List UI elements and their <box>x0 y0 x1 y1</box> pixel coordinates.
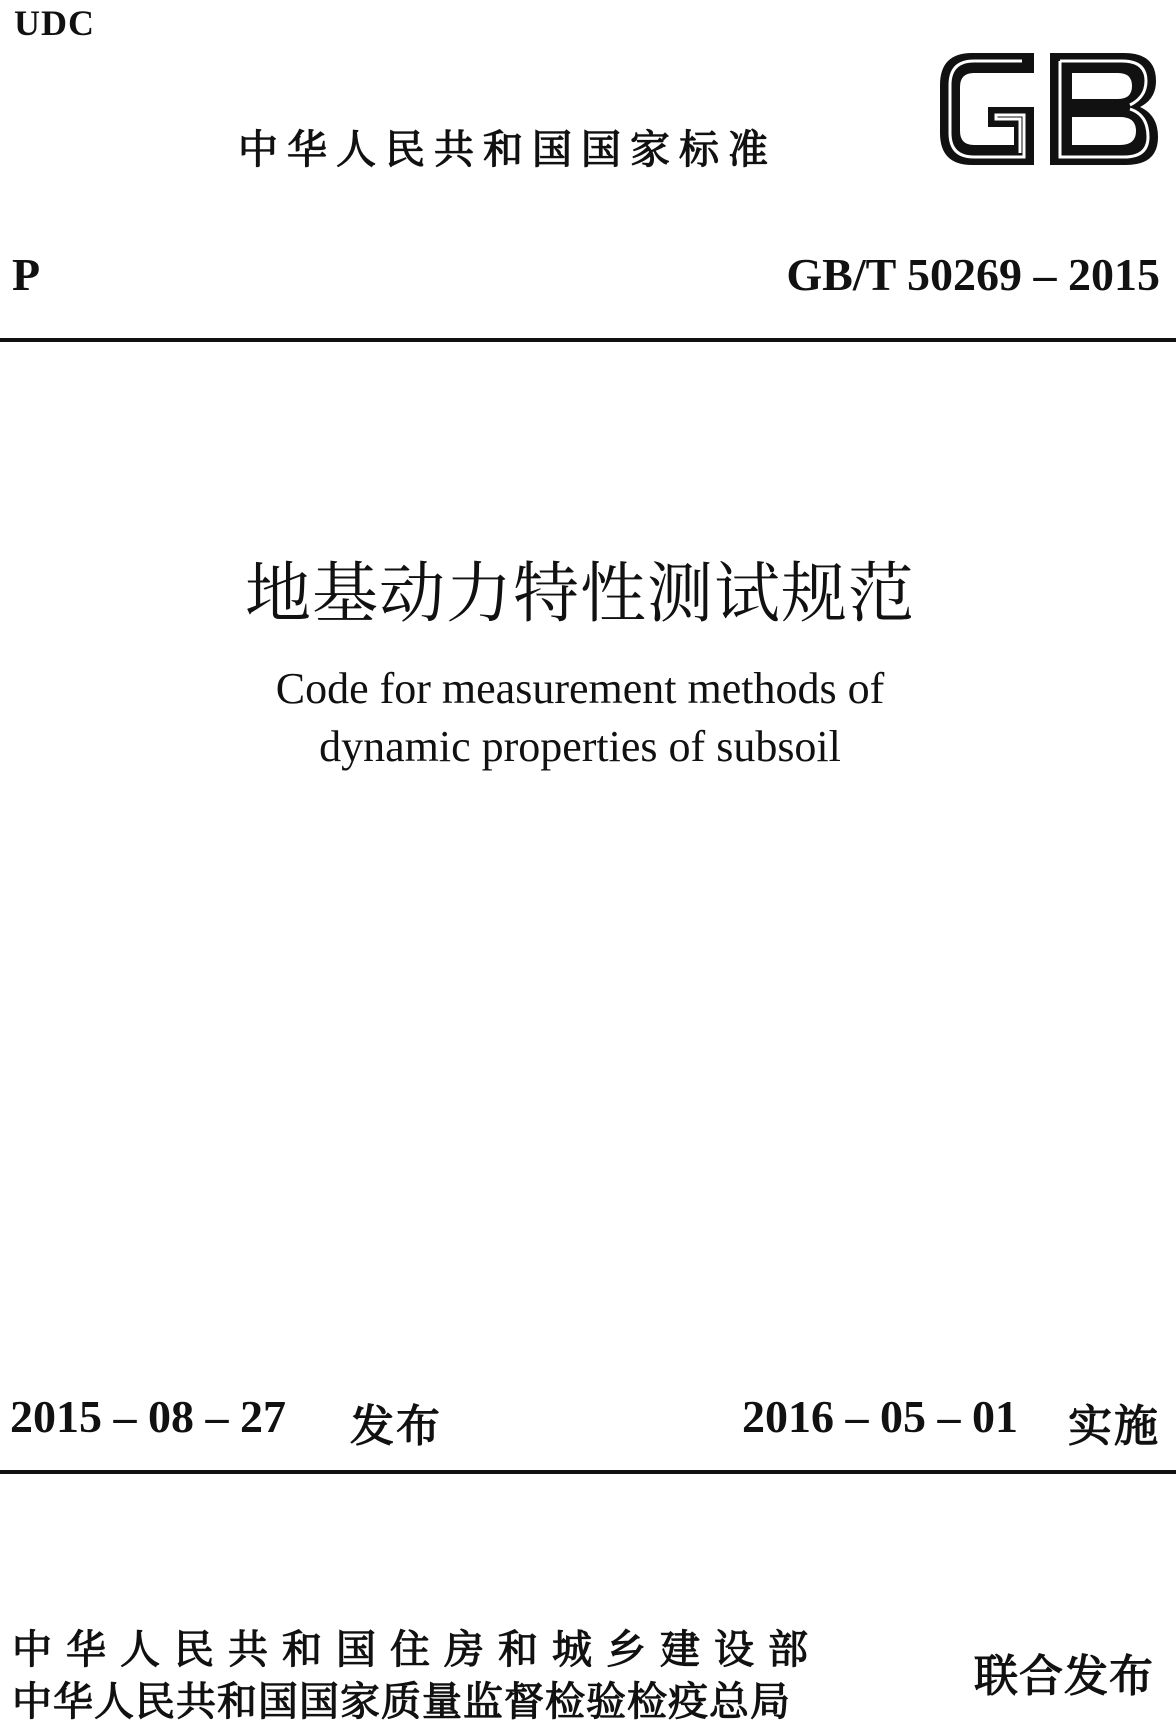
issuer-aqsiq: 中华人民共和国国家质量监督检验检疫总局 <box>12 1679 791 1725</box>
standard-number: GB/T 50269 – 2015 <box>786 249 1160 300</box>
implementation-date: 2016 – 05 – 01 <box>742 1391 1018 1442</box>
chinese-title: 地基动力特性测试规范 <box>245 555 915 632</box>
english-title-line1: Code for measurement methods of <box>275 664 885 713</box>
gb-logo <box>932 45 1164 173</box>
joint-issue-label: 联合发布 <box>974 1651 1154 1702</box>
issue-label: 发布 <box>350 1401 442 1452</box>
english-title-line2: dynamic properties of subsoil <box>319 722 841 771</box>
issuer-ministry-housing: 中华人民共和国住房和城乡建设部 <box>12 1627 822 1673</box>
header-divider <box>0 338 1176 342</box>
issue-date: 2015 – 08 – 27 <box>10 1391 286 1442</box>
national-standard-title: 中华人民共和国国家标准 <box>238 127 777 173</box>
udc-label: UDC <box>14 3 95 43</box>
implementation-label: 实施 <box>1068 1401 1160 1452</box>
category-code: P <box>12 249 41 300</box>
footer-divider <box>0 1470 1176 1474</box>
english-title <box>0 660 1160 776</box>
